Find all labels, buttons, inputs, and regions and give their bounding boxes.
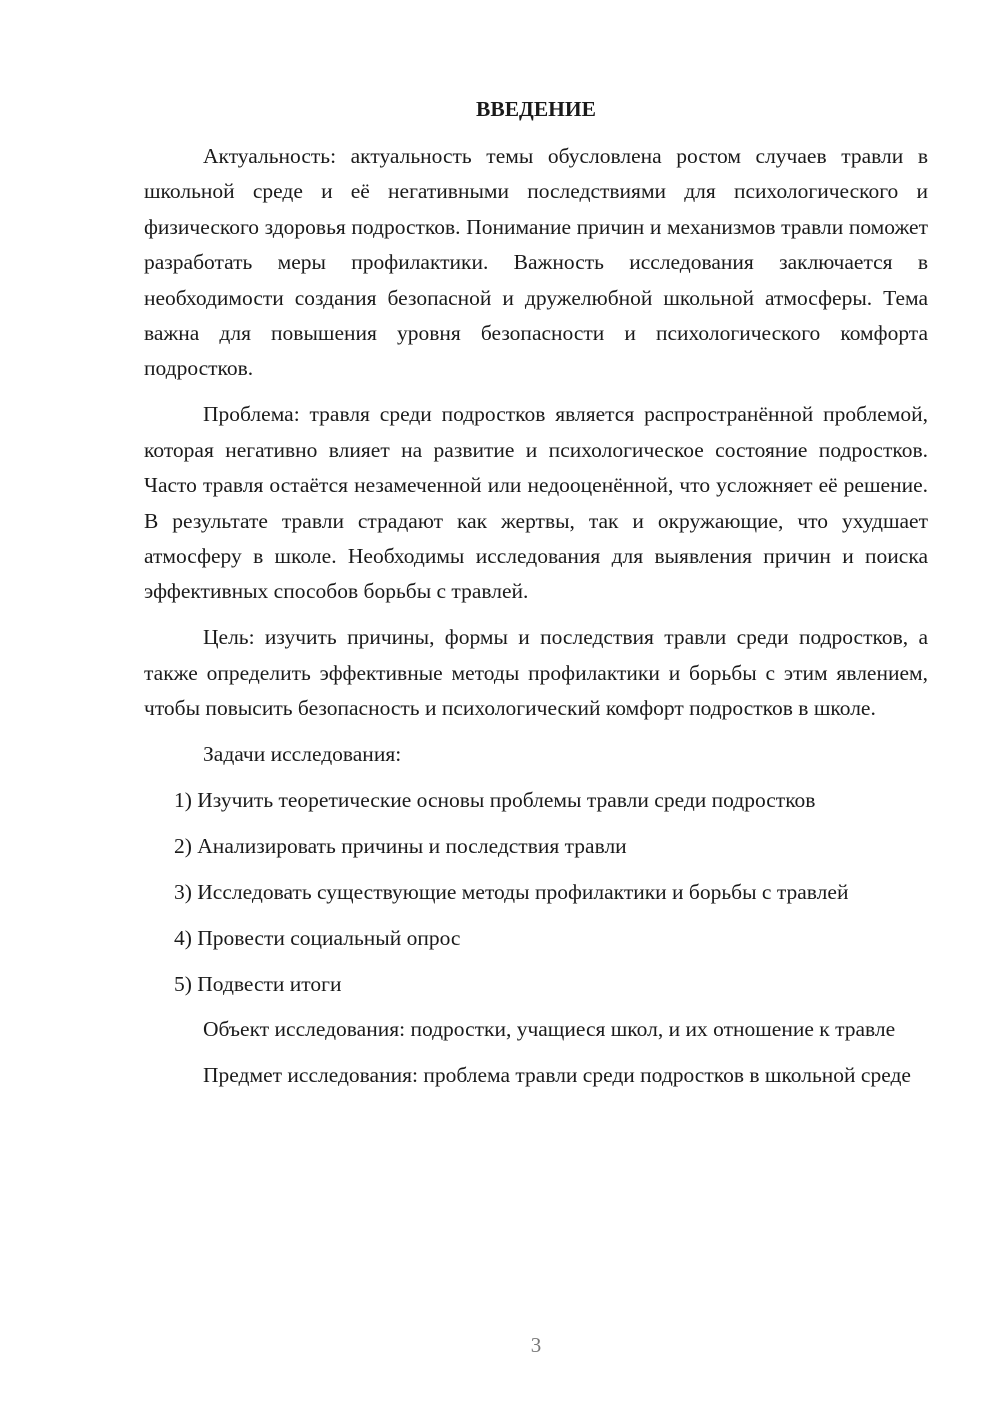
paragraph-object: Объект исследования: подростки, учащиеся школ, и их отношение к травле <box>203 1017 896 1042</box>
page-content <box>144 92 928 1104</box>
paragraph-subject: Предмет исследования: проблема травли среди подростков в школьной среде <box>203 1063 911 1088</box>
task-item-5: 5) Подвести итоги <box>174 971 342 996</box>
task-item-2: 2) Анализировать причины и последствия травли <box>174 833 627 858</box>
paragraph-goal: Цель: изучить причины, формы и последствия травли среди подростков, а также определить эффективные методы профилактики и борьбы с этим явлением, чтобы повысить безопасность и психологический комфорт подростков в школе. <box>144 625 928 721</box>
paragraph-problem: Проблема: травля среди подростков является распространённой проблемой, которая негативно влияет на развитие и психологическое состояние подростков. Часто травля остаётся незамеченной или недооценённой, что усложняет её решение. В результате травли страдают как жертвы, так и окружающие, что ухудшает атмосферу в школе. Необходимы исследования для выявления причин и поиска эффективных способов борьбы с травлей. <box>144 402 928 604</box>
task-item-3: 3) Исследовать существующие методы профилактики и борьбы с травлей <box>174 879 849 904</box>
page-number: 3 <box>530 1333 542 1357</box>
paragraph-relevance: Актуальность: актуальность темы обусловлена ростом случаев травли в школьной среде и её негативными последствиями для психологического и физического здоровья подростков. Понимание причин и механизмов травли поможет разработать меры профилактики. Важность исследования заключается в необходимости создания безопасной и дружелюбной школьной атмосферы. Тема важна для повышения уровня безопасности и психологического комфорта подростков. <box>144 144 928 381</box>
tasks-heading: Задачи исследования: <box>203 742 402 766</box>
task-item-1: 1) Изучить теоретические основы проблемы травли среди подростков <box>174 787 816 812</box>
page-title: ВВЕДЕНИЕ <box>476 97 596 121</box>
task-item-4: 4) Провести социальный опрос <box>174 925 461 950</box>
